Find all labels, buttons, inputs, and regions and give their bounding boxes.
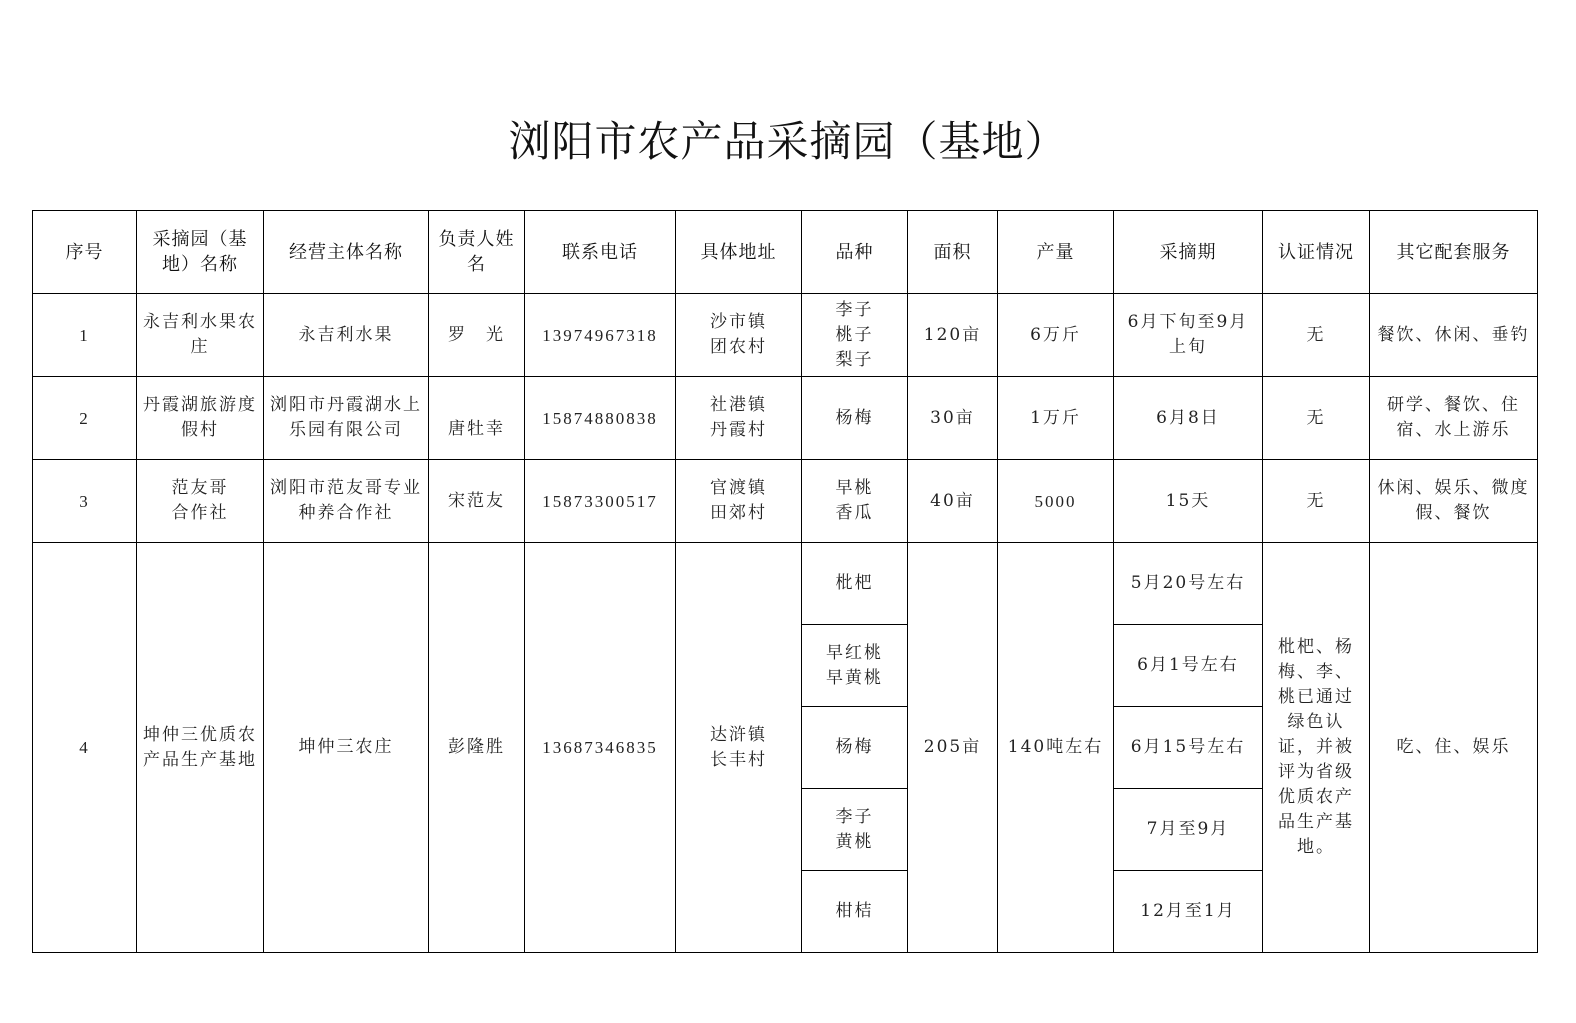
cell-certification: 枇杷、杨梅、李、桃已通过绿色认证，并被评为省级优质农产品生产基地。: [1263, 543, 1370, 953]
cell-area: 205亩: [908, 543, 998, 953]
cell-seq: 4: [33, 543, 137, 953]
orchard-table: [32, 210, 1538, 953]
cell-operator: 坤仲三农庄: [264, 543, 429, 953]
cell-manager: 宋范友: [429, 460, 525, 543]
cell-seq: 1: [33, 294, 137, 377]
table-row: [33, 294, 1538, 377]
header-variety: 品种: [802, 211, 908, 294]
cell-services: 研学、餐饮、住宿、水上游乐: [1370, 377, 1538, 460]
cell-variety: 李子 黄桃: [802, 789, 908, 871]
cell-services: 休闲、娱乐、微度假、餐饮: [1370, 460, 1538, 543]
cell-period: 6月1号左右: [1114, 625, 1263, 707]
cell-address: 社港镇 丹霞村: [676, 377, 802, 460]
cell-address: 沙市镇 团农村: [676, 294, 802, 377]
cell-garden-name: 范友哥 合作社: [137, 460, 264, 543]
header-period: 采摘期: [1114, 211, 1263, 294]
header-row: [33, 211, 1538, 294]
header-manager: 负责人姓名: [429, 211, 525, 294]
cell-output: 140吨左右: [998, 543, 1114, 953]
table-row: [33, 543, 1538, 625]
cell-variety: 杨梅: [802, 707, 908, 789]
cell-phone: 13687346835: [525, 543, 676, 953]
header-output: 产量: [998, 211, 1114, 294]
cell-manager: 彭隆胜: [429, 543, 525, 953]
cell-variety: 早红桃 早黄桃: [802, 625, 908, 707]
cell-variety: 李子 桃子 梨子: [802, 294, 908, 377]
cell-period: 5月20号左右: [1114, 543, 1263, 625]
cell-output: 6万斤: [998, 294, 1114, 377]
cell-garden-name: 丹霞湖旅游度假村: [137, 377, 264, 460]
header-phone: 联系电话: [525, 211, 676, 294]
cell-output: 1万斤: [998, 377, 1114, 460]
cell-phone: 15873300517: [525, 460, 676, 543]
cell-area: 30亩: [908, 377, 998, 460]
cell-manager: 唐牡幸: [429, 377, 525, 460]
header-services: 其它配套服务: [1370, 211, 1538, 294]
cell-period: 12月至1月: [1114, 871, 1263, 953]
cell-output: 5000: [998, 460, 1114, 543]
table-row: [33, 377, 1538, 460]
cell-certification: 无: [1263, 377, 1370, 460]
cell-services: 吃、住、娱乐: [1370, 543, 1538, 953]
cell-operator: 永吉利水果: [264, 294, 429, 377]
cell-area: 40亩: [908, 460, 998, 543]
cell-period: 6月15号左右: [1114, 707, 1263, 789]
cell-variety: 柑桔: [802, 871, 908, 953]
cell-operator: 浏阳市丹霞湖水上乐园有限公司: [264, 377, 429, 460]
cell-manager: 罗 光: [429, 294, 525, 377]
cell-phone: 13974967318: [525, 294, 676, 377]
cell-garden-name: 永吉利水果农庄: [137, 294, 264, 377]
cell-certification: 无: [1263, 294, 1370, 377]
table-row: [33, 460, 1538, 543]
cell-certification: 无: [1263, 460, 1370, 543]
header-operator: 经营主体名称: [264, 211, 429, 294]
cell-garden-name: 坤仲三优质农产品生产基地: [137, 543, 264, 953]
cell-variety: 枇杷: [802, 543, 908, 625]
cell-seq: 2: [33, 377, 137, 460]
header-area: 面积: [908, 211, 998, 294]
cell-period: 15天: [1114, 460, 1263, 543]
header-certification: 认证情况: [1263, 211, 1370, 294]
cell-operator: 浏阳市范友哥专业种养合作社: [264, 460, 429, 543]
cell-period: 6月下旬至9月上旬: [1114, 294, 1263, 377]
page-title: 浏阳市农产品采摘园（基地）: [508, 117, 1068, 166]
header-address: 具体地址: [676, 211, 802, 294]
cell-address: 官渡镇 田郊村: [676, 460, 802, 543]
cell-area: 120亩: [908, 294, 998, 377]
cell-phone: 15874880838: [525, 377, 676, 460]
header-garden-name: 采摘园（基地）名称: [137, 211, 264, 294]
header-seq: 序号: [33, 211, 137, 294]
cell-address: 达浒镇 长丰村: [676, 543, 802, 953]
cell-period: 6月8日: [1114, 377, 1263, 460]
cell-services: 餐饮、休闲、垂钓: [1370, 294, 1538, 377]
cell-variety: 早桃 香瓜: [802, 460, 908, 543]
cell-seq: 3: [33, 460, 137, 543]
cell-period: 7月至9月: [1114, 789, 1263, 871]
cell-variety: 杨梅: [802, 377, 908, 460]
